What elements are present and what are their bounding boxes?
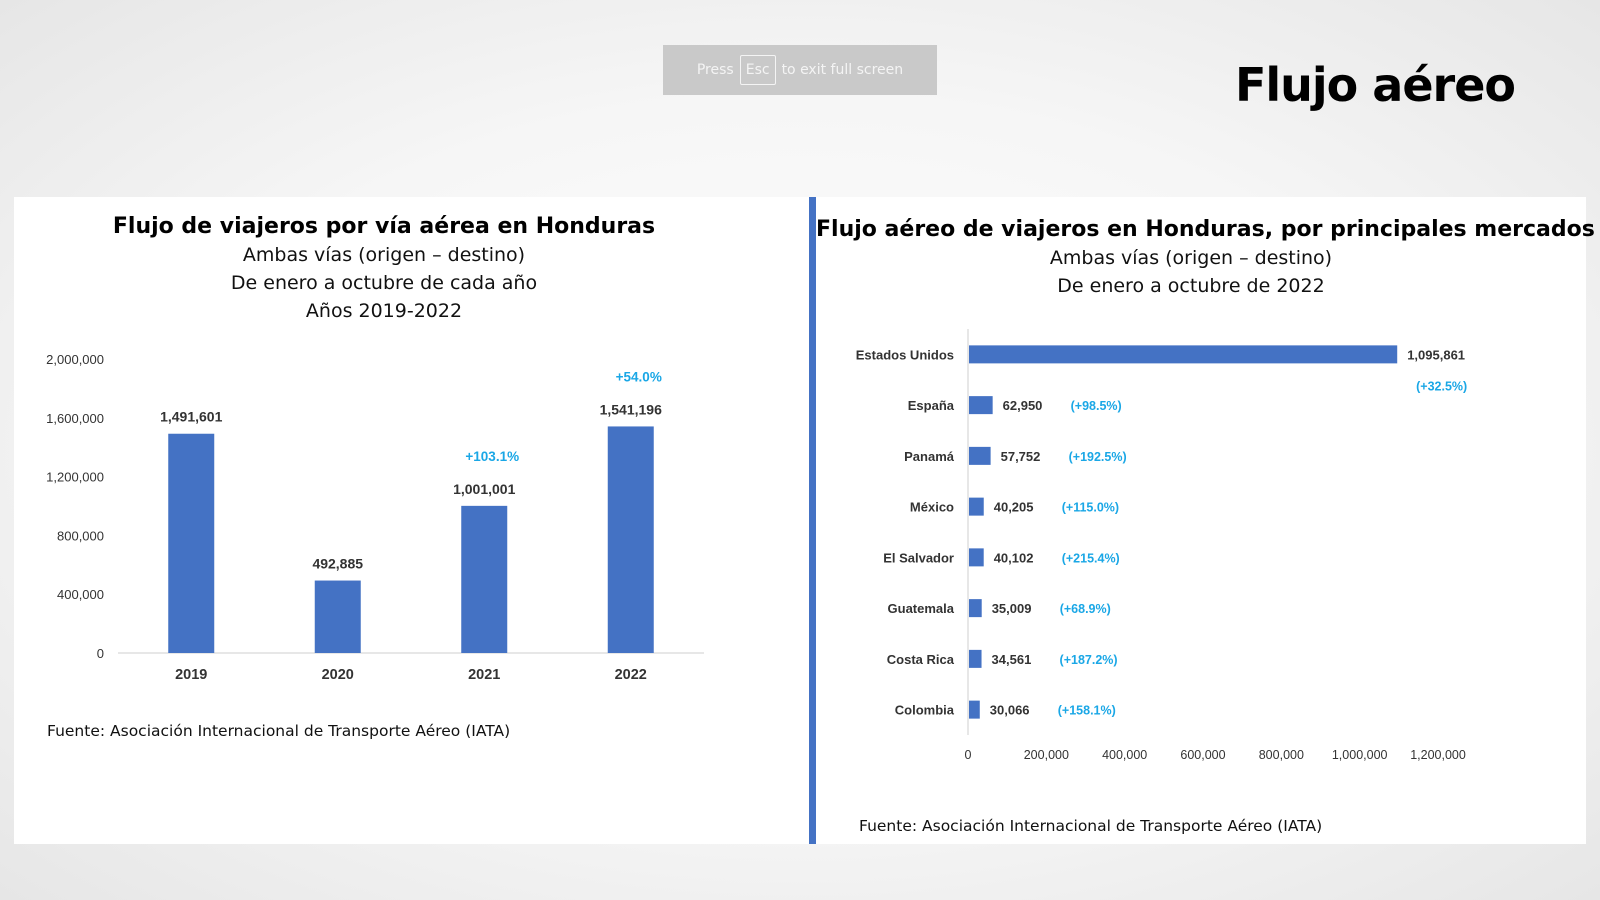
bar-change-label: +103.1%	[465, 448, 520, 464]
bar-change-label: (+187.2%)	[1059, 652, 1118, 667]
y-tick-label: 800,000	[57, 528, 104, 544]
left-chart-panel	[14, 197, 810, 844]
y-tick-label: 1,200,000	[46, 469, 104, 485]
bar-2021	[461, 506, 507, 653]
bar-Costa Rica	[969, 650, 982, 668]
right-chart-subtitle-2: De enero a octubre de 2022	[1057, 275, 1325, 297]
bar-El Salvador	[969, 548, 984, 566]
bar-change-label: (+32.5%)	[1416, 379, 1468, 394]
right-chart-heading	[816, 217, 1595, 300]
category-label: México	[909, 499, 954, 515]
right-chart-subtitle-1: Ambas vías (origen – destino)	[1049, 247, 1333, 269]
left-chart-subtitle-2: De enero a octubre de cada año	[230, 272, 538, 294]
category-label: Estados Unidos	[855, 347, 954, 363]
category-label: España	[907, 398, 954, 414]
bar-value-label: 40,102	[993, 550, 1034, 566]
category-label: Costa Rica	[886, 651, 954, 667]
category-label: El Salvador	[883, 550, 954, 566]
bar-value-label: 1,095,861	[1407, 347, 1466, 363]
bar-change-label: (+68.9%)	[1059, 602, 1111, 617]
bar-Estados Unidos	[969, 345, 1397, 363]
right-chart-source: Fuente: Asociación Internacional de Transporte Aéreo (IATA)	[859, 817, 1323, 835]
esc-rest-text: to exit full screen	[781, 62, 904, 78]
bar-value-label: 40,205	[993, 499, 1034, 515]
bar-Colombia	[969, 701, 980, 719]
bar-change-label: (+158.1%)	[1057, 703, 1116, 718]
bar-2019	[168, 434, 214, 653]
y-tick-label: 1,600,000	[46, 410, 104, 426]
category-label: Guatemala	[887, 601, 954, 617]
bar-change-label: (+215.4%)	[1061, 551, 1120, 566]
x-tick-label: 1,000,000	[1331, 748, 1388, 762]
left-chart-subtitle-1: Ambas vías (origen – destino)	[242, 244, 526, 266]
bar-value-label: 1,491,601	[160, 408, 223, 425]
bar-España	[969, 396, 993, 414]
bar-value-label: 30,066	[989, 702, 1030, 718]
x-tick-label: 2019	[175, 667, 208, 683]
market-bar-chart	[816, 317, 1586, 797]
right-chart-title: Flujo aéreo de viajeros en Honduras, por principales mercados	[816, 217, 1595, 242]
left-chart-heading	[14, 214, 754, 325]
x-tick-label: 0	[964, 748, 972, 762]
x-tick-label: 400,000	[1102, 748, 1148, 762]
bar-value-label: 1,541,196	[599, 401, 662, 418]
category-label: Colombia	[894, 702, 954, 718]
category-label: Panamá	[904, 448, 954, 464]
bar-2022	[608, 426, 654, 653]
bar-value-label: 57,752	[1000, 448, 1041, 464]
y-tick-label: 2,000,000	[46, 352, 104, 367]
bar-value-label: 1,001,001	[453, 480, 516, 497]
x-tick-label: 1,200,000	[1410, 748, 1466, 762]
fullscreen-exit-banner	[663, 45, 937, 95]
x-tick-label: 800,000	[1258, 748, 1304, 762]
bar-value-label: 62,950	[1002, 398, 1043, 414]
left-chart-source: Fuente: Asociación Internacional de Transporte Aéreo (IATA)	[47, 722, 511, 740]
bar-change-label: (+192.5%)	[1068, 449, 1127, 464]
right-chart-panel	[816, 197, 1595, 844]
esc-key-icon: Esc	[740, 55, 776, 85]
bar-change-label: (+98.5%)	[1070, 399, 1122, 414]
x-tick-label: 2022	[614, 667, 647, 683]
bar-México	[969, 498, 984, 516]
year-bar-chart	[14, 327, 810, 867]
y-tick-label: 400,000	[57, 587, 104, 603]
x-tick-label: 2021	[468, 667, 501, 683]
left-chart-subtitle-3: Años 2019-2022	[305, 300, 463, 322]
x-tick-label: 200,000	[1023, 748, 1069, 762]
x-tick-label: 600,000	[1180, 748, 1226, 762]
left-chart-title: Flujo de viajeros por vía aérea en Honduras	[112, 214, 656, 239]
y-tick-label: 0	[96, 646, 104, 661]
bar-change-label: +54.0%	[615, 369, 662, 385]
bar-Guatemala	[969, 599, 982, 617]
esc-press-text: Press	[696, 62, 734, 78]
bar-Panamá	[969, 447, 991, 465]
bar-value-label: 492,885	[312, 555, 364, 572]
slide-title: Flujo aéreo	[1234, 58, 1516, 112]
bar-value-label: 35,009	[991, 601, 1032, 617]
panel-divider	[809, 197, 816, 844]
x-tick-label: 2020	[321, 667, 354, 683]
bar-2020	[315, 581, 361, 653]
bar-value-label: 34,561	[991, 651, 1032, 667]
bar-change-label: (+115.0%)	[1061, 500, 1120, 515]
